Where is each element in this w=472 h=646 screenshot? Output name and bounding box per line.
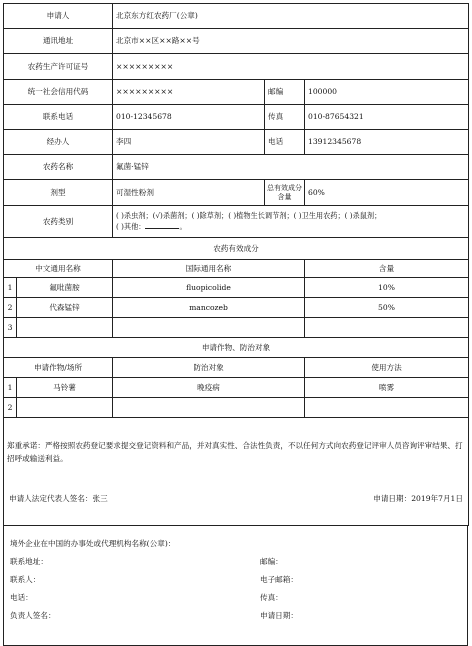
credit-code-value: ××××××××× — [113, 80, 265, 105]
crop-target: 晚疫病 — [113, 378, 305, 398]
pesticide-name-label: 农药名称 — [4, 155, 113, 180]
handler-row — [4, 130, 469, 155]
applicant-value: 北京东方红农药厂(公章) — [113, 4, 469, 29]
fax-value: 010-87654321 — [305, 105, 469, 130]
ingredient-cn-name — [17, 318, 113, 338]
agent-line — [10, 606, 461, 624]
agent-line — [10, 552, 461, 570]
phone-row — [4, 105, 469, 130]
declaration-cell — [4, 418, 469, 526]
license-value: ××××××××× — [113, 54, 469, 80]
ingredient-intl-name: fluopicolide — [113, 278, 305, 298]
ingredients-title-row — [4, 238, 469, 260]
ingredient-num: 1 — [4, 278, 17, 298]
mobile-label: 电话 — [265, 130, 305, 155]
crop-method: 喷雾 — [305, 378, 469, 398]
crop-name — [17, 398, 113, 418]
ingredient-intl-name: mancozeb — [113, 298, 305, 318]
ingredient-num: 2 — [4, 298, 17, 318]
address-value: 北京市××区××路××号 — [113, 29, 469, 54]
ingredient-content: 10% — [305, 278, 469, 298]
mobile-value: 13912345678 — [305, 130, 469, 155]
signature-row — [7, 494, 465, 503]
ingredient-row — [4, 318, 469, 338]
other-blank-line — [145, 221, 179, 229]
formulation-label: 剂型 — [4, 180, 113, 206]
agent-line — [10, 570, 461, 588]
ingredient-cn-name: 代森锰锌 — [17, 298, 113, 318]
ingredient-cn-name: 氟吡菌胺 — [17, 278, 113, 298]
agent-address-label: 联系地址： — [10, 556, 48, 566]
total-content-label: 总有效成分含量 — [265, 180, 305, 206]
ingredient-content — [305, 318, 469, 338]
category-row — [4, 206, 469, 238]
crop-num: 1 — [4, 378, 17, 398]
phone-label: 联系电话 — [4, 105, 113, 130]
ingredient-intl-name — [113, 318, 305, 338]
declaration-row — [4, 418, 469, 526]
category-line2-end: 。 — [179, 222, 187, 231]
handler-label: 经办人 — [4, 130, 113, 155]
agent-title: 境外企业在中国的办事处或代理机构名称(公章)： — [10, 538, 176, 548]
license-row — [4, 54, 469, 80]
ingredient-content: 50% — [305, 298, 469, 318]
formulation-value: 可湿性粉剂 — [113, 180, 265, 206]
crop-row — [4, 378, 469, 398]
crops-col-method: 使用方法 — [305, 358, 469, 378]
agent-date-label: 申请日期： — [260, 610, 298, 620]
agent-postcode-label: 邮编： — [260, 556, 283, 566]
fungicide-checkmark: √ — [155, 210, 161, 220]
ingredients-col-intl: 国际通用名称 — [113, 260, 305, 278]
crops-header-row — [4, 358, 469, 378]
pesticide-name-value: 氟菌·锰锌 — [113, 155, 469, 180]
crop-target — [113, 398, 305, 418]
ingredient-row — [4, 298, 469, 318]
license-label: 农药生产许可证号 — [4, 54, 113, 80]
handler-value: 李四 — [113, 130, 265, 155]
declaration-text: 郑重承诺：严格按照农药登记要求提交登记资料和产品，并对真实性、合法性负责，不以任何方式向农药登记评审人员咨询评审结果、打招呼或输送利益。 — [7, 440, 463, 463]
pesticide-name-row — [4, 155, 469, 180]
ingredient-num: 3 — [4, 318, 17, 338]
category-line1-rest: )杀菌剂；( )除草剂；( )植物生长调节剂；( )卫生用农药；( )杀鼠剂； — [160, 210, 382, 220]
crops-col-crop: 申请作物/场所 — [4, 358, 113, 378]
ingredients-col-cn: 中文通用名称 — [4, 260, 113, 278]
agent-phone-label: 电话： — [10, 592, 33, 602]
applicant-info-table — [3, 3, 469, 526]
crop-name: 马铃薯 — [17, 378, 113, 398]
postcode-label: 邮编 — [265, 80, 305, 105]
agent-email-label: 电子邮箱： — [260, 574, 298, 584]
category-label: 农药类别 — [4, 206, 113, 238]
credit-code-label: 统一社会信用代码 — [4, 80, 113, 105]
crops-section-title: 申请作物、防治对象 — [4, 338, 469, 358]
ingredient-row — [4, 278, 469, 298]
crop-method — [305, 398, 469, 418]
agent-section — [3, 526, 468, 646]
ingredients-header-row — [4, 260, 469, 278]
crop-row — [4, 398, 469, 418]
category-line1: ( )杀虫剂；( — [116, 210, 156, 220]
crop-num: 2 — [4, 398, 17, 418]
formulation-row — [4, 180, 469, 206]
applicant-row — [4, 4, 469, 29]
ingredients-section-title: 农药有效成分 — [4, 238, 469, 260]
total-content-value: 60% — [305, 180, 469, 206]
application-date: 申请日期：2019年7月1日 — [373, 493, 463, 503]
agent-line — [10, 588, 461, 606]
crops-title-row — [4, 338, 469, 358]
credit-row — [4, 80, 469, 105]
category-line2: ( )其他： — [116, 222, 146, 231]
fax-label: 传真 — [265, 105, 305, 130]
agent-fax-label: 传真： — [260, 592, 283, 602]
postcode-value: 100000 — [305, 80, 469, 105]
address-row — [4, 29, 469, 54]
address-label: 通讯地址 — [4, 29, 113, 54]
crops-col-target: 防治对象 — [113, 358, 305, 378]
agent-contact-label: 联系人： — [10, 574, 41, 584]
ingredients-col-content: 含量 — [305, 260, 469, 278]
phone-value: 010-12345678 — [113, 105, 265, 130]
application-form — [3, 3, 468, 646]
legal-rep-signature: 申请人法定代表人签名：张三 — [9, 493, 108, 503]
applicant-label: 申请人 — [4, 4, 113, 29]
agent-responsible-label: 负责人签名： — [10, 610, 56, 620]
category-options — [113, 206, 469, 238]
agent-title-line — [10, 534, 461, 552]
